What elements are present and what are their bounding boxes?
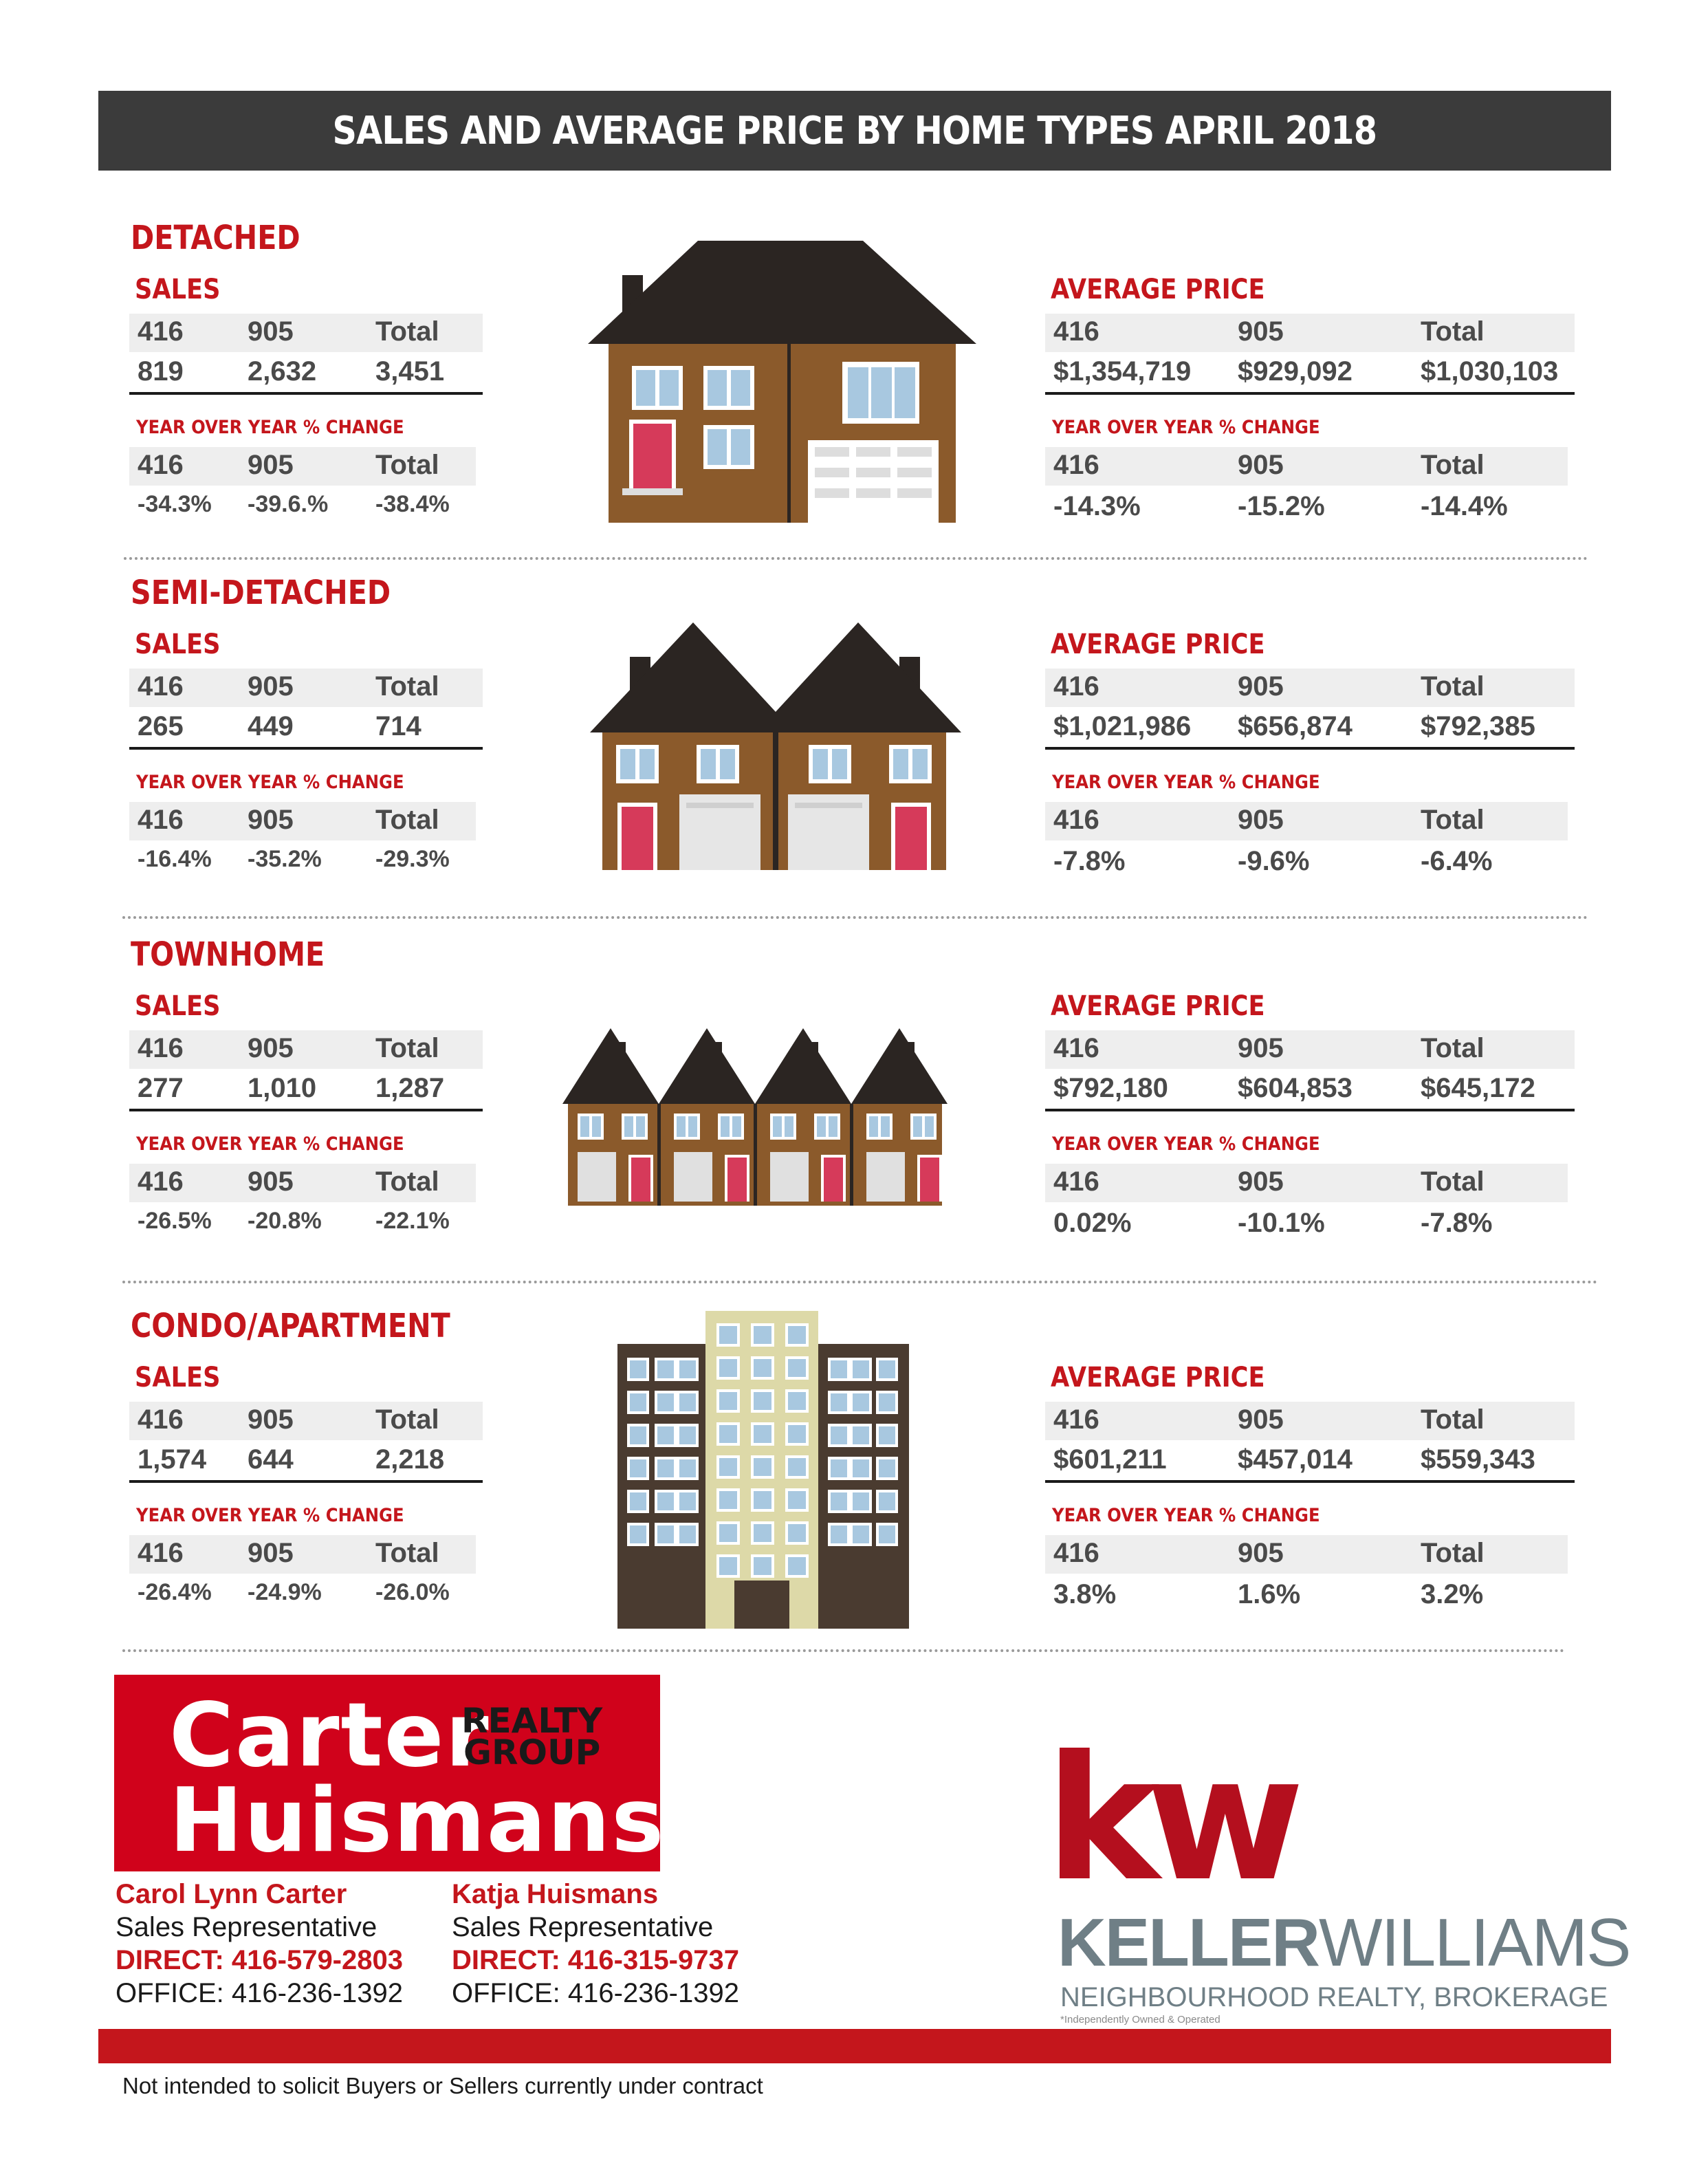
condo-apartment-sales-col-header: 416	[138, 1404, 184, 1435]
townhome-price-yoy-col-header: 905	[1238, 1166, 1284, 1197]
semi-detached-price-col-header: 416	[1053, 671, 1099, 702]
condo-apartment-sales-yoy-label: YEAR OVER YEAR % CHANGE	[136, 1505, 404, 1526]
detached-sales-panel	[129, 274, 483, 535]
condo-window	[851, 1524, 871, 1545]
semi-detached-house-illustration	[590, 622, 961, 877]
townhome-price-panel	[1045, 990, 1575, 1252]
townhome-sales-yoy-label: YEAR OVER YEAR % CHANGE	[136, 1133, 404, 1155]
condo-apartment-price-yoy-value: 3.8%	[1053, 1579, 1117, 1609]
condo-window	[829, 1524, 848, 1545]
townhome-sales-col-header: 416	[138, 1033, 184, 1063]
condo-window	[829, 1458, 848, 1479]
logo-line-carter: Carter	[169, 1684, 490, 1787]
townhome-sales-yoy-col-header: 416	[138, 1166, 184, 1197]
condo-apartment-price-value: $457,014	[1238, 1444, 1353, 1475]
agent-direct-phone[interactable]: DIRECT: 416-579-2803	[116, 1945, 403, 1975]
kw-brokerage: NEIGHBOURHOOD REALTY, BROKERAGE	[1060, 1982, 1608, 2012]
condo-window	[787, 1391, 807, 1411]
agent-name: Katja Huismans	[452, 1879, 659, 1909]
carter-huismans-logo	[114, 1675, 666, 1872]
condo-apartment-price-col-header: 905	[1238, 1404, 1284, 1435]
condo-apartment-sales-panel	[129, 1362, 483, 1623]
condo-apartment-sales-yoy-col-header: 905	[248, 1538, 294, 1568]
condo-window	[851, 1425, 871, 1446]
condo-apartment-sales-col-header: 905	[248, 1404, 294, 1435]
agent-name: Carol Lynn Carter	[116, 1879, 347, 1909]
condo-apartment-price-yoy-col-header: Total	[1421, 1538, 1485, 1568]
condo-apartment-sales-col-header: Total	[375, 1404, 439, 1435]
condo-window	[718, 1358, 738, 1378]
condo-window	[656, 1524, 675, 1545]
condo-window	[752, 1424, 773, 1444]
condo-window	[787, 1457, 807, 1477]
semi-detached-sales-yoy-value: -16.4%	[138, 846, 212, 872]
semi-detached-price-yoy-label: YEAR OVER YEAR % CHANGE	[1052, 772, 1320, 793]
townhome-sales-col-header: Total	[375, 1033, 439, 1063]
detached-sales-col-header: 905	[248, 316, 294, 347]
kw-monogram: kw	[1045, 1719, 1291, 1919]
semi-detached-sales-col-header: Total	[375, 671, 439, 702]
condo-apartment-sales-yoy-value: -26.0%	[375, 1579, 450, 1605]
detached-sales-yoy-value: -39.6.%	[248, 491, 329, 517]
detached-price-value: $929,092	[1238, 356, 1353, 387]
semi-detached-sales-value: 714	[375, 711, 421, 741]
condo-window	[656, 1458, 675, 1479]
condo-window	[752, 1523, 773, 1543]
semi-detached-price-value: $1,021,986	[1053, 711, 1192, 741]
condo-window	[678, 1524, 697, 1545]
semi-detached-sales-label: SALES	[135, 629, 221, 660]
condo-apartment-price-panel	[1045, 1362, 1575, 1623]
detached-sales-col-header: 416	[138, 316, 184, 347]
condo-window	[628, 1524, 648, 1545]
semi-detached-price-col-header: Total	[1421, 671, 1485, 702]
detached-price-value: $1,354,719	[1053, 356, 1192, 387]
agent-role: Sales Representative	[116, 1912, 377, 1942]
condo-apartment-sales-rule	[129, 1480, 483, 1483]
condo-window	[718, 1523, 738, 1543]
kw-name: KELLERWILLIAMS	[1058, 1904, 1630, 1980]
semi-detached-price-yoy-value: -7.8%	[1053, 846, 1126, 876]
semi-detached-sales-yoy-col-header: 416	[138, 805, 184, 835]
condo-apartment-price-value: $559,343	[1421, 1444, 1535, 1475]
townhome-price-yoy-col-header: 416	[1053, 1166, 1099, 1197]
condo-apartment-price-header-bg	[1045, 1402, 1575, 1440]
condo-window	[829, 1392, 848, 1413]
townhome-sales-yoy-col-header: Total	[375, 1166, 439, 1197]
detached-price-col-header: 905	[1238, 316, 1284, 347]
disclaimer: Not intended to solicit Buyers or Sellers currently under contract	[122, 2073, 763, 2098]
townhome-price-col-header: 905	[1238, 1033, 1284, 1063]
condo-window	[877, 1491, 897, 1512]
condo-window	[829, 1359, 848, 1380]
section-title: TOWNHOME	[131, 935, 325, 974]
condo-window	[718, 1424, 738, 1444]
detached-sales-yoy-col-header: 416	[138, 450, 184, 480]
townhome-price-value: $645,172	[1421, 1073, 1535, 1103]
page-title: SALES AND AVERAGE PRICE BY HOME TYPES APRIL 2018	[332, 108, 1377, 153]
detached-sales-yoy-value: -34.3%	[138, 491, 212, 517]
semi-detached-price-yoy-col-header: 905	[1238, 805, 1284, 835]
condo-window	[877, 1458, 897, 1479]
townhome-sales-rule	[129, 1109, 483, 1111]
agent-office-phone[interactable]: OFFICE: 416-236-1392	[452, 1978, 739, 2008]
condo-window	[718, 1556, 738, 1576]
townhome-sales-panel	[129, 990, 483, 1252]
logo-realty-group: REALTY GROUP	[461, 1701, 603, 1772]
condo-apartment-price-yoy-header-bg	[1045, 1535, 1568, 1574]
townhome-price-value: $604,853	[1238, 1073, 1353, 1103]
agent-katja-huismans	[452, 1878, 739, 2010]
condo-apartment-sales-label: SALES	[135, 1362, 221, 1393]
condo-window	[656, 1491, 675, 1512]
condo-window	[851, 1392, 871, 1413]
detached-price-yoy-header-bg	[1045, 447, 1568, 486]
semi-detached-sales-value: 449	[248, 711, 294, 741]
condo-window	[829, 1425, 848, 1446]
semi-detached-price-yoy-header-bg	[1045, 802, 1568, 840]
detached-price-yoy-value: -15.2%	[1238, 491, 1325, 521]
semi-detached-sales-yoy-value: -29.3%	[375, 846, 450, 872]
townhome-price-col-header: Total	[1421, 1033, 1485, 1063]
semi-detached-price-header-bg	[1045, 669, 1575, 707]
semi-detached-sales-col-header: 416	[138, 671, 184, 702]
detached-sales-yoy-col-header: 905	[248, 450, 294, 480]
condo-window	[877, 1392, 897, 1413]
detached-sales-value: 2,632	[248, 356, 317, 387]
condo-window	[678, 1392, 697, 1413]
footer-bar	[98, 2029, 1611, 2063]
condo-apartment-sales-yoy-value: -26.4%	[138, 1579, 212, 1605]
semi-detached-price-col-header: 905	[1238, 671, 1284, 702]
condo-window	[877, 1359, 897, 1380]
condo-apartment-price-rule	[1045, 1480, 1575, 1483]
detached-price-header-bg	[1045, 314, 1575, 352]
condo-window	[752, 1358, 773, 1378]
section-divider	[122, 916, 1588, 919]
detached-sales-value: 819	[138, 356, 184, 387]
semi-detached-price-value: $792,385	[1421, 711, 1535, 741]
semi-detached-price-yoy-col-header: Total	[1421, 805, 1485, 835]
semi-detached-price-yoy-col-header: 416	[1053, 805, 1099, 835]
condo-window	[656, 1425, 675, 1446]
detached-sales-label: SALES	[135, 274, 221, 305]
detached-price-rule	[1045, 392, 1575, 395]
townhome-sales-value: 277	[138, 1073, 184, 1103]
semi-detached-sales-yoy-col-header: 905	[248, 805, 294, 835]
condo-apartment-sales-yoy-value: -24.9%	[248, 1579, 322, 1605]
condo-window	[752, 1457, 773, 1477]
townhome-price-rule	[1045, 1109, 1575, 1111]
condo-window	[877, 1524, 897, 1545]
condo-window	[752, 1490, 773, 1510]
detached-price-label: AVERAGE PRICE	[1051, 274, 1265, 305]
condo-window	[752, 1556, 773, 1576]
condo-window	[678, 1425, 697, 1446]
semi-detached-sales-yoy-value: -35.2%	[248, 846, 322, 872]
townhome-price-value: $792,180	[1053, 1073, 1168, 1103]
condo-window	[787, 1523, 807, 1543]
agent-direct-phone[interactable]: DIRECT: 416-315-9737	[452, 1945, 739, 1975]
semi-detached-sales-col-header: 905	[248, 671, 294, 702]
condo-window	[787, 1490, 807, 1510]
condo-window	[628, 1425, 648, 1446]
detached-price-yoy-label: YEAR OVER YEAR % CHANGE	[1052, 417, 1320, 438]
townhome-price-label: AVERAGE PRICE	[1051, 990, 1265, 1022]
condo-window	[628, 1491, 648, 1512]
condo-window	[829, 1491, 848, 1512]
townhome-price-yoy-col-header: Total	[1421, 1166, 1485, 1197]
condo-window	[718, 1457, 738, 1477]
detached-sales-yoy-label: YEAR OVER YEAR % CHANGE	[136, 417, 404, 438]
detached-sales-yoy-value: -38.4%	[375, 491, 450, 517]
condo-window	[628, 1392, 648, 1413]
detached-price-yoy-value: -14.3%	[1053, 491, 1141, 521]
condo-window	[851, 1359, 871, 1380]
townhome-price-yoy-label: YEAR OVER YEAR % CHANGE	[1052, 1133, 1320, 1155]
detached-price-yoy-col-header: 416	[1053, 450, 1099, 480]
condo-window	[656, 1359, 675, 1380]
condo-window	[656, 1392, 675, 1413]
townhome-sales-yoy-col-header: 905	[248, 1166, 294, 1197]
detached-sales-col-header: Total	[375, 316, 439, 347]
condo-apartment-sales-value: 644	[248, 1444, 294, 1475]
condo-apartment-sales-yoy-col-header: 416	[138, 1538, 184, 1568]
townhome-sales-value: 1,287	[375, 1073, 445, 1103]
townhome-price-yoy-value: -10.1%	[1238, 1208, 1325, 1238]
condo-apartment-price-label: AVERAGE PRICE	[1051, 1362, 1265, 1393]
townhome-sales-value: 1,010	[248, 1073, 317, 1103]
condo-window	[787, 1424, 807, 1444]
detached-price-col-header: 416	[1053, 316, 1099, 347]
townhome-sales-label: SALES	[135, 990, 221, 1022]
semi-detached-sales-panel	[129, 629, 483, 890]
agent-carol-lynn-carter	[116, 1878, 403, 2010]
detached-sales-rule	[129, 392, 483, 395]
section-title: CONDO/APARTMENT	[131, 1307, 450, 1345]
condo-apartment-price-col-header: 416	[1053, 1404, 1099, 1435]
section-divider	[122, 1649, 1565, 1652]
townhome-sales-yoy-value: -22.1%	[375, 1208, 450, 1234]
detached-price-value: $1,030,103	[1421, 356, 1559, 387]
section-title: DETACHED	[131, 219, 300, 257]
townhome-sales-col-header: 905	[248, 1033, 294, 1063]
condo-window	[718, 1325, 738, 1345]
condo-window	[678, 1359, 697, 1380]
townhome-price-yoy-header-bg	[1045, 1164, 1568, 1202]
detached-sales-value: 3,451	[375, 356, 445, 387]
logo-line-huismans: Huismans	[169, 1770, 666, 1872]
condo-apartment-price-value: $601,211	[1053, 1444, 1167, 1475]
condo-apartment-sales-yoy-col-header: Total	[375, 1538, 439, 1568]
semi-detached-sales-yoy-col-header: Total	[375, 805, 439, 835]
condo-apartment-sales-value: 2,218	[375, 1444, 445, 1475]
detached-price-panel	[1045, 274, 1575, 535]
townhome-price-header-bg	[1045, 1030, 1575, 1069]
semi-detached-price-label: AVERAGE PRICE	[1051, 629, 1265, 660]
kw-note: *Independently Owned & Operated	[1060, 2014, 1220, 2025]
condo-window	[628, 1458, 648, 1479]
condo-building-illustration	[617, 1311, 909, 1629]
section-divider	[124, 557, 1588, 560]
section-title: SEMI-DETACHED	[131, 574, 391, 612]
condo-window	[678, 1458, 697, 1479]
townhome-price-yoy-value: 0.02%	[1053, 1208, 1132, 1238]
detached-price-col-header: Total	[1421, 316, 1485, 347]
agent-office-phone[interactable]: OFFICE: 416-236-1392	[116, 1978, 403, 2008]
semi-detached-sales-yoy-label: YEAR OVER YEAR % CHANGE	[136, 772, 404, 793]
townhome-sales-yoy-value: -20.8%	[248, 1208, 322, 1234]
semi-detached-price-value: $656,874	[1238, 711, 1353, 741]
condo-window	[752, 1391, 773, 1411]
condo-window	[628, 1359, 648, 1380]
detached-price-yoy-value: -14.4%	[1421, 491, 1508, 521]
condo-apartment-price-yoy-value: 3.2%	[1421, 1579, 1484, 1609]
detached-sales-yoy-col-header: Total	[375, 450, 439, 480]
page-title-bar	[98, 91, 1611, 171]
condo-window	[718, 1490, 738, 1510]
agent-role: Sales Representative	[452, 1912, 714, 1942]
semi-detached-sales-value: 265	[138, 711, 184, 741]
condo-apartment-price-yoy-col-header: 905	[1238, 1538, 1284, 1568]
condo-window	[678, 1491, 697, 1512]
condo-apartment-sales-value: 1,574	[138, 1444, 207, 1475]
detached-price-yoy-col-header: 905	[1238, 450, 1284, 480]
townhome-price-col-header: 416	[1053, 1033, 1099, 1063]
condo-apartment-price-col-header: Total	[1421, 1404, 1485, 1435]
condo-window	[718, 1391, 738, 1411]
condo-apartment-price-yoy-value: 1.6%	[1238, 1579, 1301, 1609]
condo-window	[851, 1491, 871, 1512]
townhome-illustration	[562, 1028, 961, 1207]
section-divider	[122, 1281, 1598, 1283]
condo-window	[752, 1325, 773, 1345]
detached-house-illustration	[588, 241, 987, 530]
townhome-price-yoy-value: -7.8%	[1421, 1208, 1493, 1238]
semi-detached-price-panel	[1045, 629, 1575, 890]
semi-detached-price-yoy-value: -9.6%	[1238, 846, 1310, 876]
condo-apartment-price-yoy-label: YEAR OVER YEAR % CHANGE	[1052, 1505, 1320, 1526]
semi-detached-price-rule	[1045, 747, 1575, 750]
condo-window	[787, 1358, 807, 1378]
condo-window	[787, 1325, 807, 1345]
semi-detached-sales-rule	[129, 747, 483, 750]
condo-window	[877, 1425, 897, 1446]
townhome-sales-yoy-value: -26.5%	[138, 1208, 212, 1234]
condo-window	[787, 1556, 807, 1576]
condo-apartment-price-yoy-col-header: 416	[1053, 1538, 1099, 1568]
semi-detached-price-yoy-value: -6.4%	[1421, 846, 1493, 876]
detached-price-yoy-col-header: Total	[1421, 450, 1485, 480]
condo-window	[851, 1458, 871, 1479]
